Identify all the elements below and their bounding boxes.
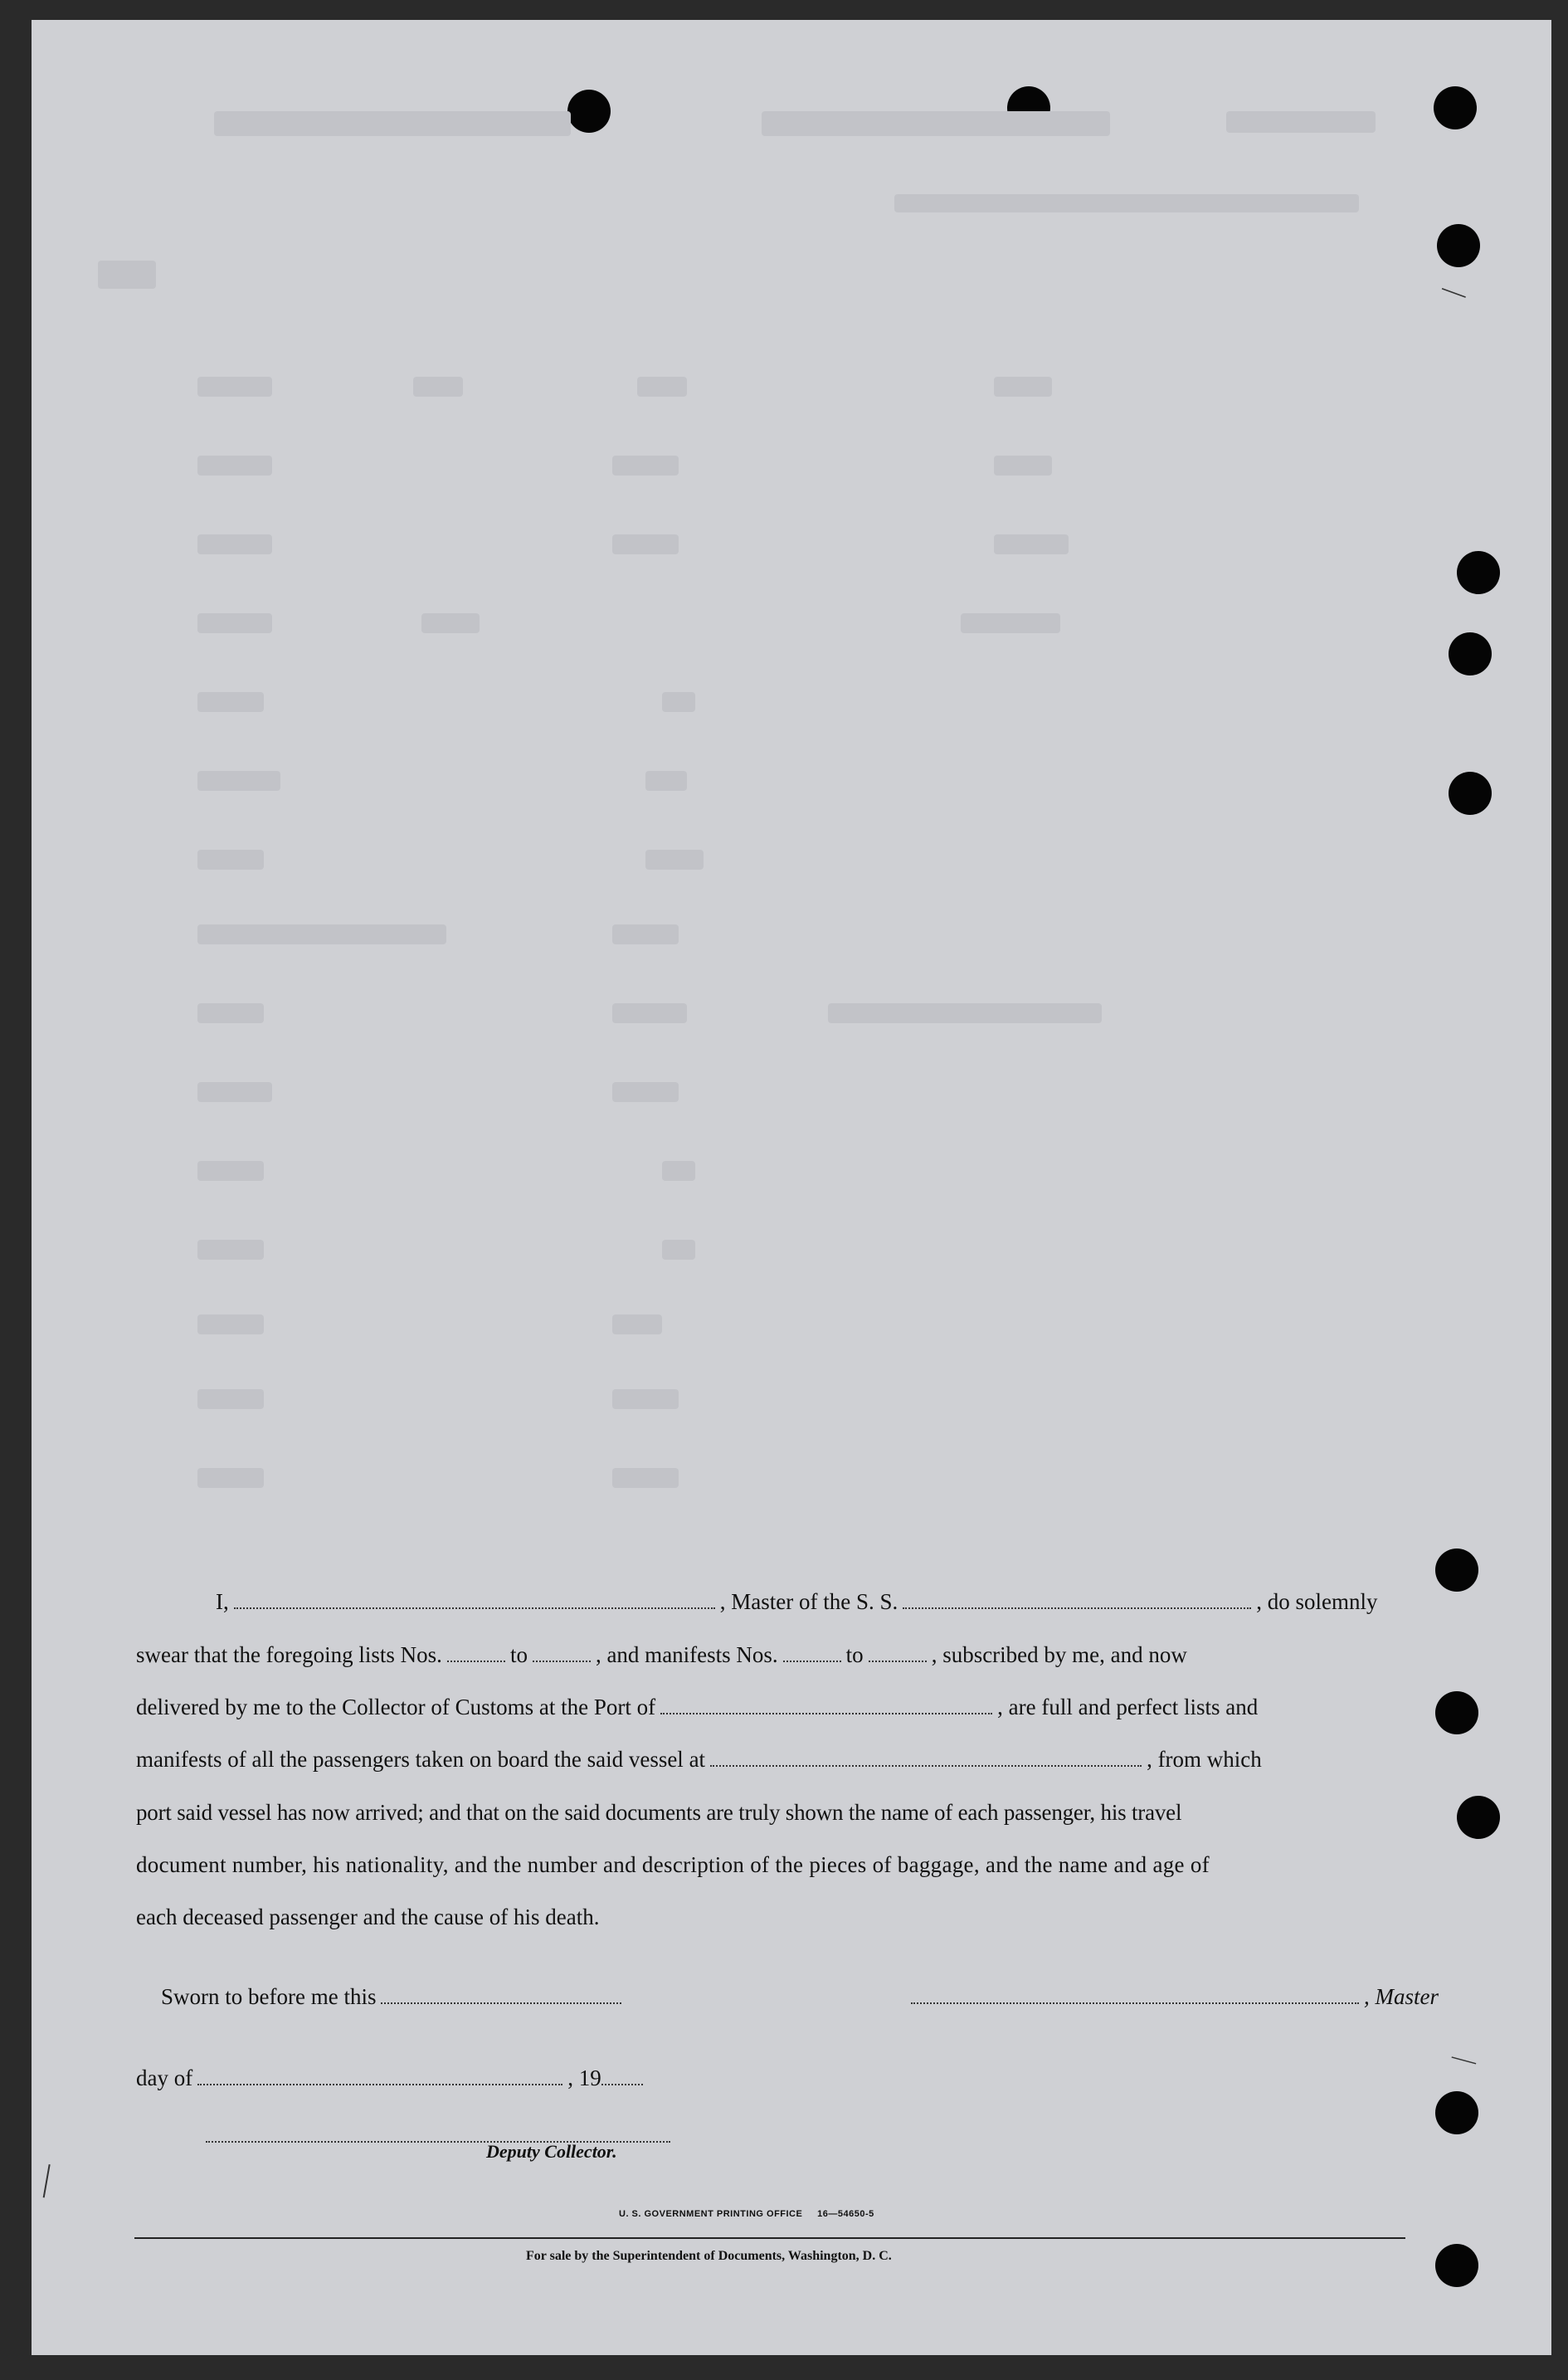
deputy-collector-label: Deputy Collector. (486, 2141, 617, 2162)
oath-line-5: port said vessel has now arrived; and that on the said documents are truly shown the name of each passenger, his travel (136, 1800, 1182, 1825)
manifests-to-field[interactable] (869, 1642, 927, 1662)
oath-line-1 (136, 1585, 1439, 1618)
oath-master-of: , Master of the S. S. (719, 1589, 898, 1614)
sworn-date-field[interactable] (381, 1984, 621, 2004)
oath-swear: swear that the foregoing lists Nos. (136, 1642, 442, 1667)
day-of-label: day of (136, 2065, 193, 2090)
oath-to-2: to (845, 1642, 864, 1667)
footer-rule (134, 2237, 1405, 2239)
bleed-through (32, 20, 1551, 1597)
oath-line-7: each deceased passenger and the cause of his death. (136, 1904, 600, 1929)
punch-hole (1457, 1796, 1500, 1839)
oath-i: I, (216, 1589, 229, 1614)
oath-solemnly: , do solemnly (1256, 1589, 1378, 1614)
oath-line-3 (136, 1690, 1439, 1724)
oath-line-6: document number, his nationality, and the number and description of the pieces of baggage, and the name and age of (136, 1852, 1210, 1877)
lists-from-field[interactable] (447, 1642, 505, 1662)
vessel-name-field[interactable] (903, 1589, 1251, 1609)
punch-hole (1435, 1691, 1478, 1734)
manifest-page (22, 20, 1551, 2355)
oath-line-2 (136, 1638, 1439, 1671)
sale-notice: For sale by the Superintendent of Documents, Washington, D. C. (526, 2249, 892, 2263)
pencil-mark: — (1438, 273, 1471, 309)
master-signature-field[interactable] (911, 1984, 1359, 2004)
oath-line-4 (136, 1743, 1439, 1776)
day-of-field[interactable] (197, 2065, 562, 2085)
oath-manifests: , and manifests Nos. (595, 1642, 778, 1667)
printer-imprint: U. S. GOVERNMENT PRINTING OFFICE 16—54650-5 (619, 2209, 874, 2219)
master-label: , Master (1364, 1984, 1439, 2009)
oath-manifests-all: manifests of all the passengers taken on board the said vessel at (136, 1747, 706, 1772)
year-field[interactable] (601, 2065, 643, 2085)
manifests-from-field[interactable] (783, 1642, 841, 1662)
oath-to-1: to (509, 1642, 528, 1667)
punch-hole (1435, 2091, 1478, 2134)
oath-delivered: delivered by me to the Collector of Customs at the Port of (136, 1695, 656, 1719)
oath-from-which: , from which (1147, 1747, 1262, 1772)
master-name-field[interactable] (234, 1589, 715, 1609)
port-of-departure-field[interactable] (710, 1747, 1142, 1767)
oath-full-perfect: , are full and perfect lists and (997, 1695, 1259, 1719)
pencil-mark: — (22, 2160, 65, 2201)
sworn-line (136, 1980, 1439, 2013)
pencil-mark: — (1449, 2041, 1480, 2075)
day-line (136, 2061, 1439, 2095)
year-label: , 19 (567, 2065, 601, 2090)
port-of-arrival-field[interactable] (660, 1695, 992, 1714)
sworn-label: Sworn to before me this (161, 1984, 377, 2009)
punch-hole (1435, 2244, 1478, 2287)
lists-to-field[interactable] (533, 1642, 591, 1662)
oath-subscribed: , subscribed by me, and now (931, 1642, 1187, 1667)
